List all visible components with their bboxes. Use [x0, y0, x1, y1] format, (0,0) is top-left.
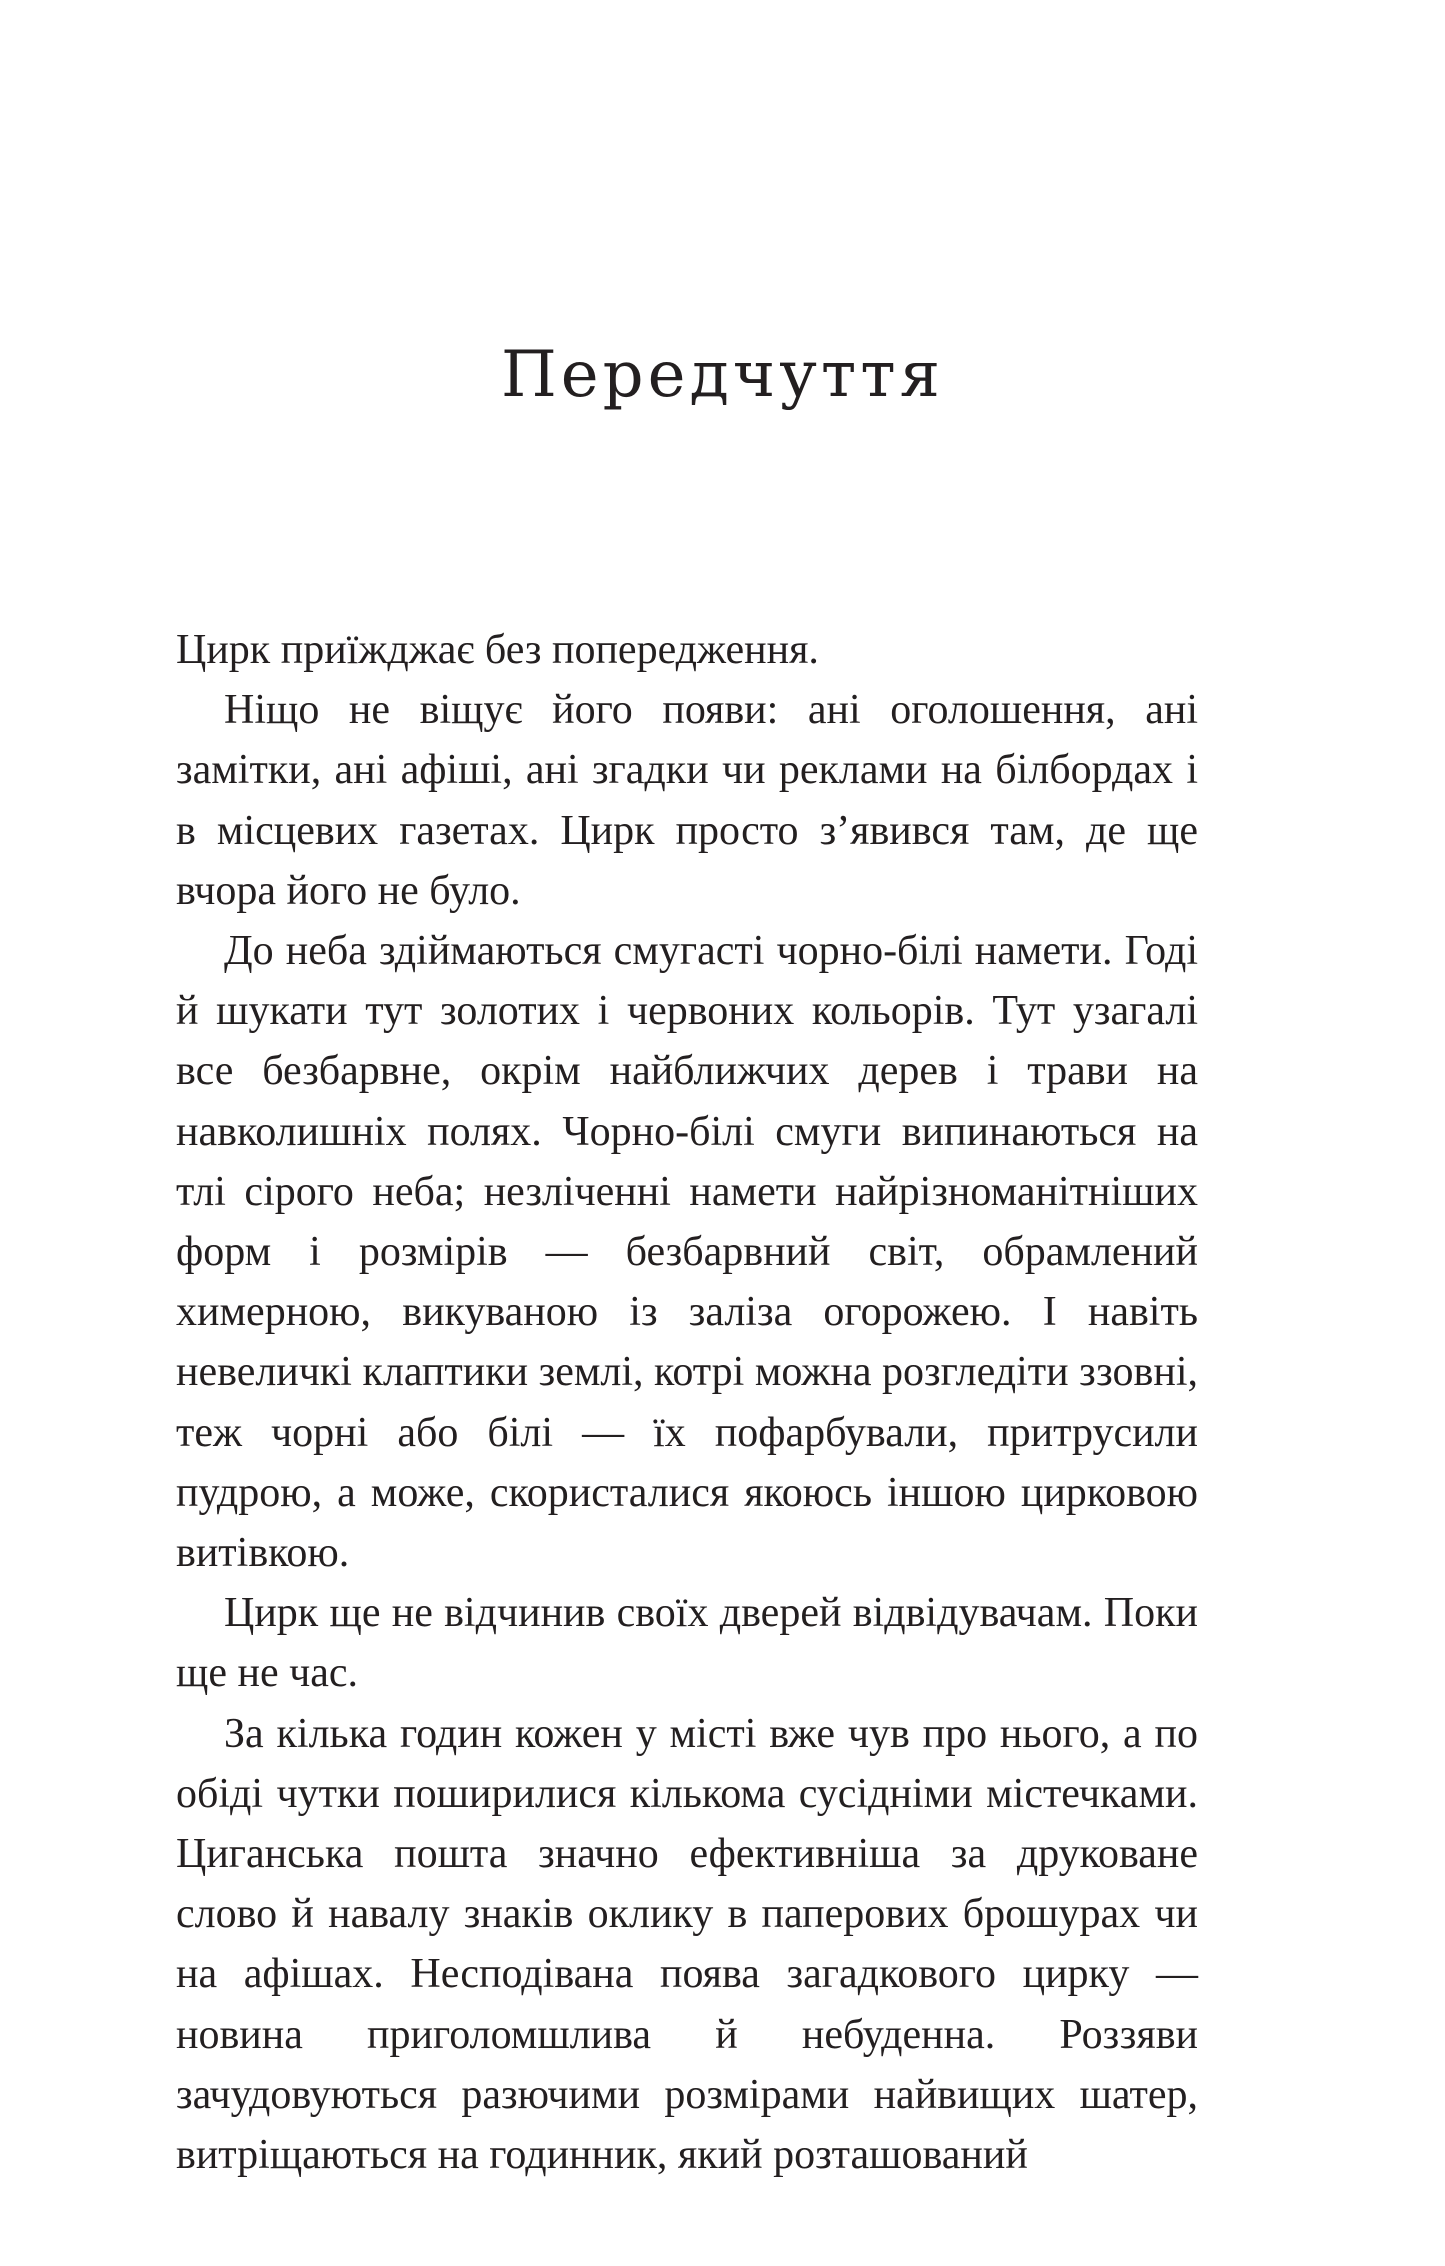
- paragraph: Ніщо не віщує його появи: ані оголошення, ані замітки, ані афіші, ані згадки чи реклами на білбордах і в місцевих газетах. Цирк просто з’явився там, де ще вчора його не було.: [176, 687, 1198, 914]
- paragraph: Цирк приїжджає без попередження.: [176, 627, 819, 673]
- chapter-title: Передчуття: [500, 338, 945, 412]
- paragraph: За кілька годин кожен у місті вже чув про нього, а по обіді чутки поширилися кількома сусідніми містечками. Циганська пошта значно ефективніша за друковане слово й навалу знаків оклику в паперових брошурах чи на афішах. Несподівана поява загадкового цирку — новина приголомшлива й небуденна. Роззяви зачудовуються разючими розмірами найвищих шатер, витріщаються на годинник, який розташований: [176, 1710, 1198, 2179]
- paragraph: До неба здіймаються смугасті чорно-білі намети. Годі й шукати тут золотих і червоних кольорів. Тут узагалі все безбарвне, окрім найближчих дерев і трави на навколишніх полях. Чорно-білі смуги випинаються на тлі сірого неба; незліченні намети найрізноманітніших форм і розмірів — безбарвний світ, обрамлений химерною, викуваною із заліза огорожею. І навіть невеличкі клаптики землі, котрі можна розгледіти ззовні, теж чорні або білі — їх пофарбували, притрусили пудрою, а може, скористалися якоюсь іншою цирковою витівкою.: [176, 928, 1199, 1577]
- body-text: [176, 620, 1198, 2185]
- paragraph: Цирк ще не відчинив своїх дверей відвідувачам. Поки ще не час.: [176, 1590, 1198, 1697]
